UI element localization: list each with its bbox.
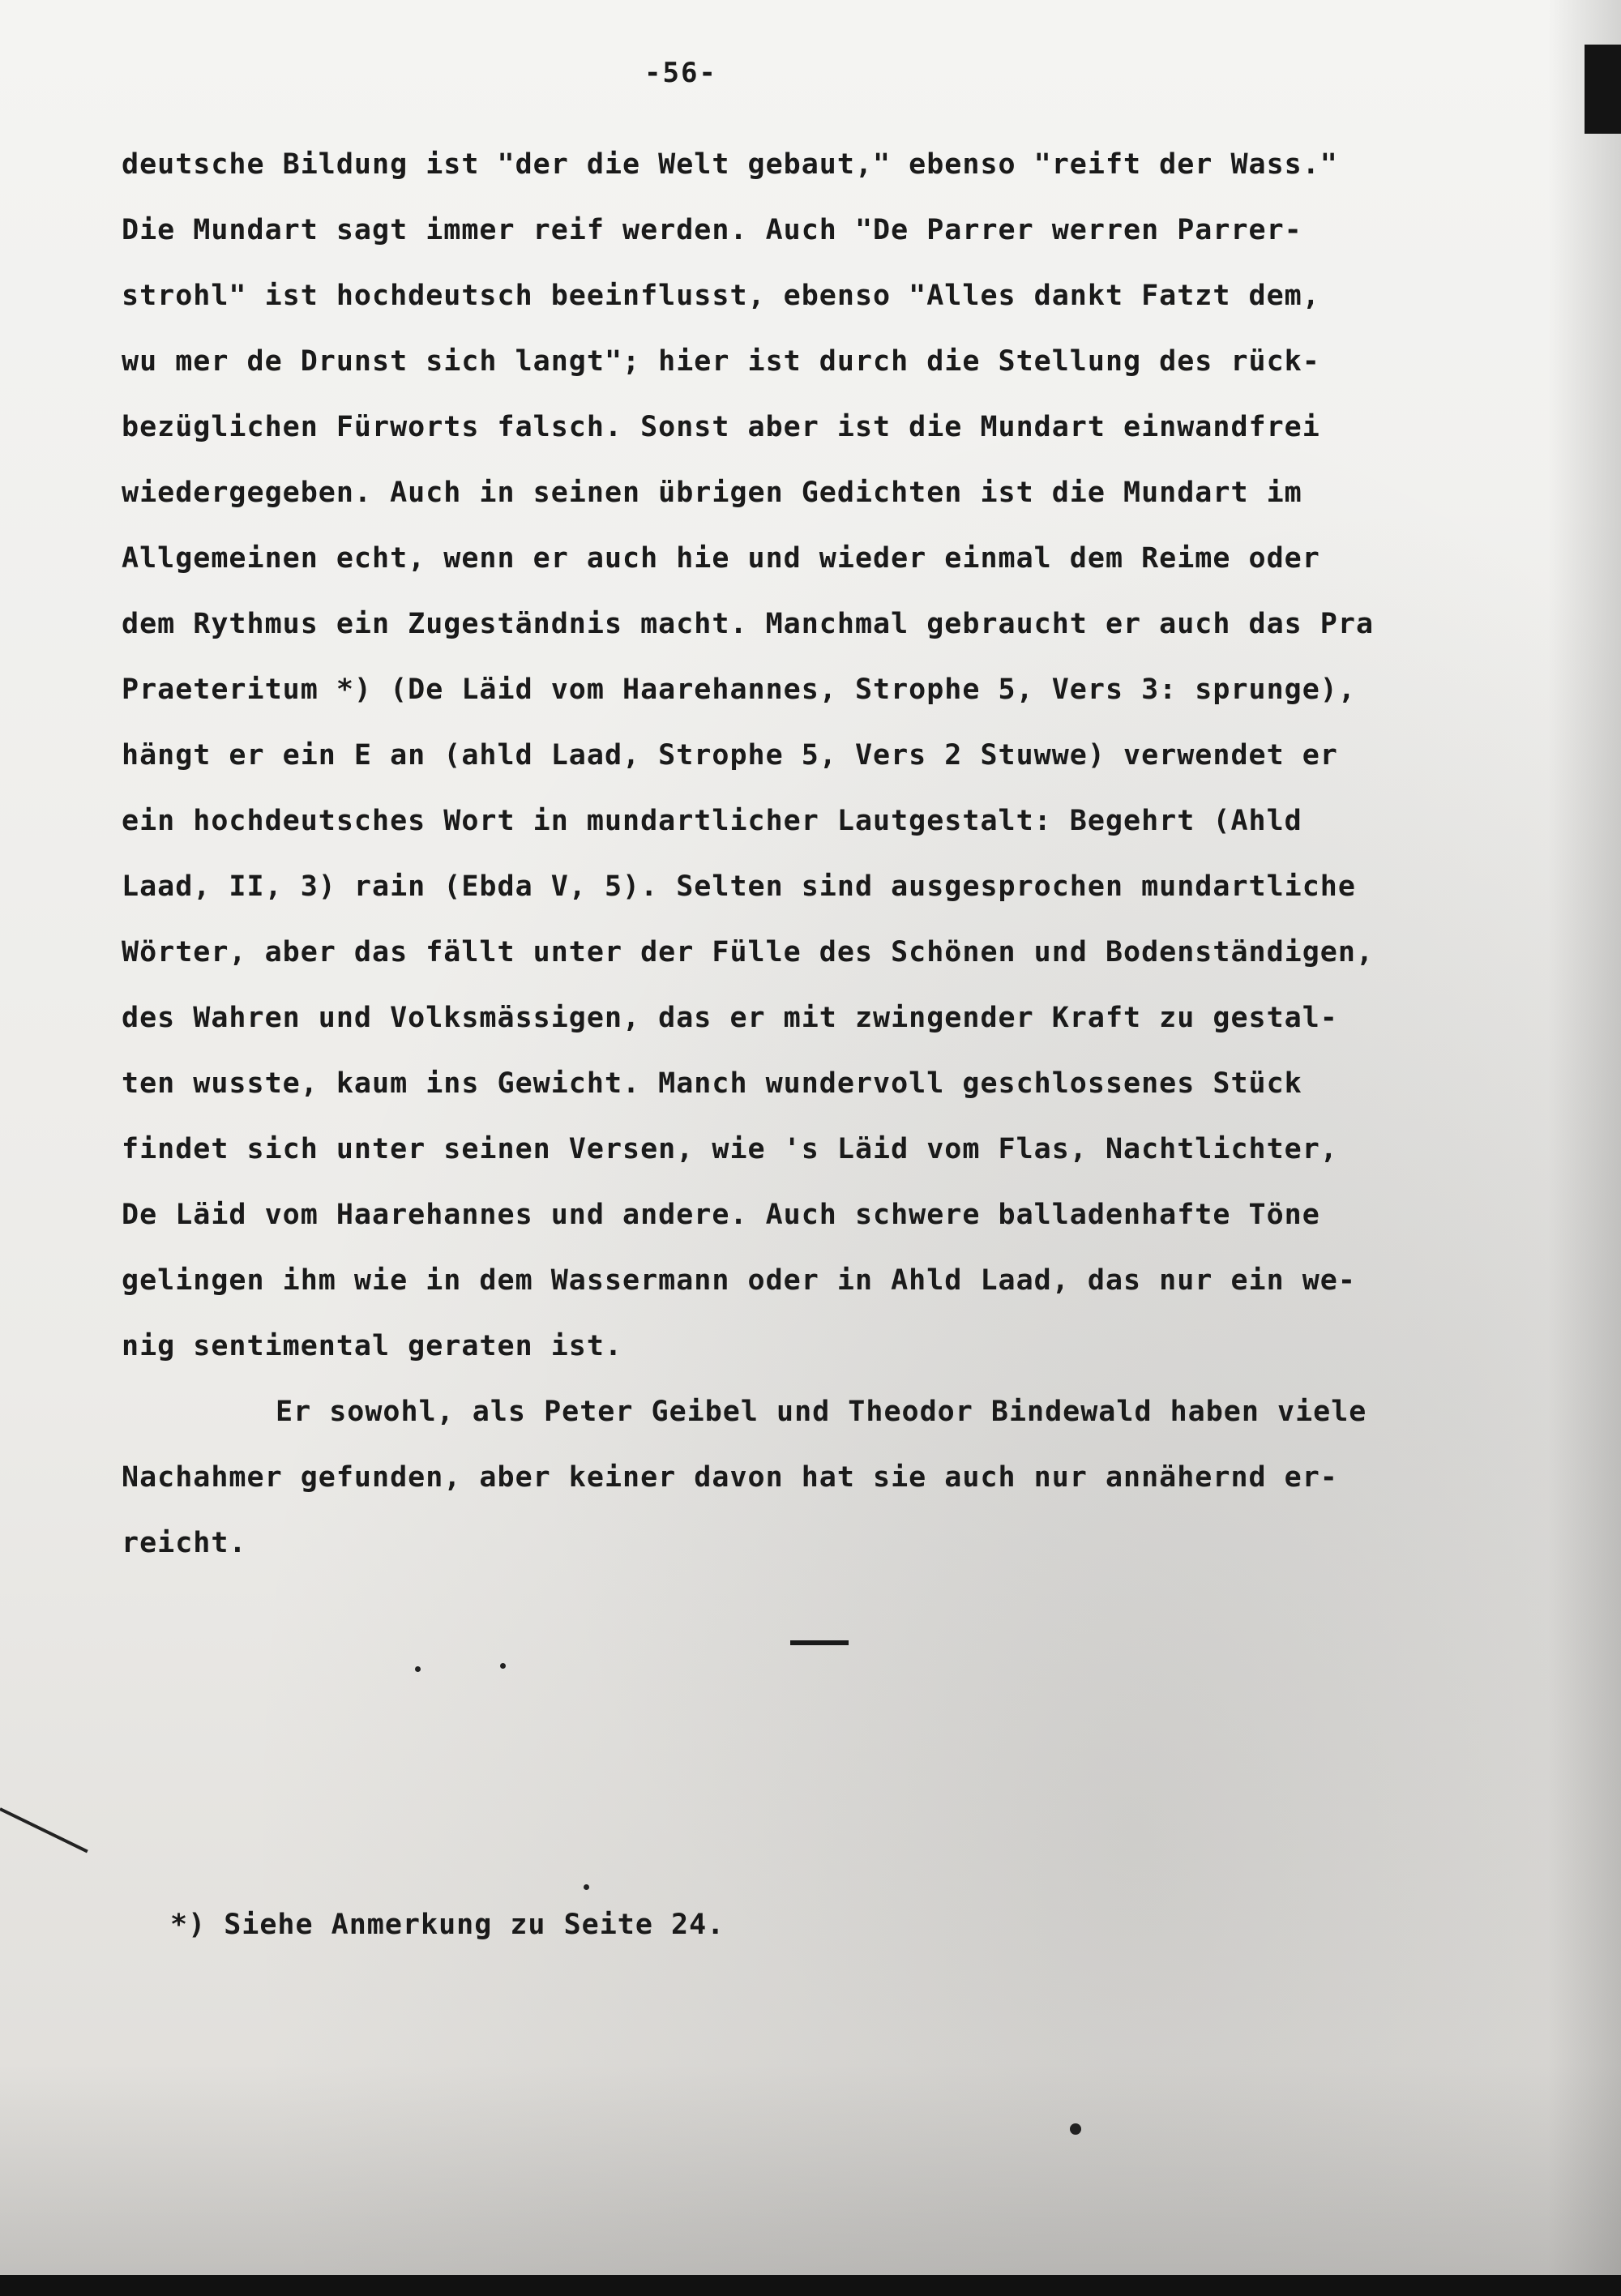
page-number: -56- (644, 57, 717, 89)
ink-speck (415, 1666, 421, 1672)
footnote: *) Siehe Anmerkung zu Seite 24. (170, 1909, 725, 1941)
text-line: bezüglichen Fürworts falsch. Sonst aber ist die Mundart einwandfrei (122, 411, 1320, 443)
paragraph-start-line: Er sowohl, als Peter Geibel und Theodor Bindewald haben viele (276, 1396, 1367, 1428)
body-text (122, 146, 1548, 1590)
ink-speck (584, 1884, 589, 1890)
text-line: strohl" ist hochdeutsch beeinflusst, ebenso "Alles dankt Fatzt dem, (122, 280, 1320, 312)
page-bottom-edge (0, 2275, 1621, 2296)
stray-pen-mark (0, 1807, 88, 1853)
section-separator (790, 1640, 849, 1645)
ink-speck (500, 1663, 506, 1669)
text-line: findet sich unter seinen Versen, wie 's Läid vom Flas, Nachtlichter, (122, 1133, 1338, 1165)
page-edge-tab (1585, 45, 1621, 134)
text-line: Wörter, aber das fällt unter der Fülle des Schönen und Bodenständigen, (122, 936, 1375, 968)
text-line: Die Mundart sagt immer reif werden. Auch "De Parrer werren Parrer- (122, 214, 1302, 246)
text-line: wiedergegeben. Auch in seinen übrigen Gedichten ist die Mundart im (122, 477, 1302, 509)
text-line: ein hochdeutsches Wort in mundartlicher Lautgestalt: Begehrt (Ahld (122, 805, 1302, 837)
page-stain (0, 2064, 1621, 2275)
text-line: gelingen ihm wie in dem Wassermann oder in Ahld Laad, das nur ein we- (122, 1264, 1356, 1297)
text-line: Nachahmer gefunden, aber keiner davon hat sie auch nur annähernd er- (122, 1461, 1338, 1494)
text-line: Praeteritum *) (De Läid vom Haarehannes, Strophe 5, Vers 3: sprunge), (122, 673, 1356, 706)
text-line: Allgemeinen echt, wenn er auch hie und wieder einmal dem Reime oder (122, 542, 1320, 575)
text-line: De Läid vom Haarehannes und andere. Auch schwere balladenhafte Töne (122, 1199, 1320, 1231)
text-line: Laad, II, 3) rain (Ebda V, 5). Selten sind ausgesprochen mundartliche (122, 870, 1356, 903)
text-line: wu mer de Drunst sich langt"; hier ist durch die Stellung des rück- (122, 345, 1320, 378)
ink-speck (1070, 2123, 1081, 2135)
text-line: deutsche Bildung ist "der die Welt gebaut," ebenso "reift der Wass." (122, 148, 1338, 181)
text-line: des Wahren und Volksmässigen, das er mit zwingender Kraft zu gestal- (122, 1002, 1338, 1034)
text-line: reicht. (122, 1527, 247, 1559)
text-line: dem Rythmus ein Zugeständnis macht. Manchmal gebraucht er auch das Pra (122, 608, 1375, 640)
text-line: nig sentimental geraten ist. (122, 1330, 623, 1362)
page-edge-shadow (1548, 0, 1621, 2296)
text-line: ten wusste, kaum ins Gewicht. Manch wundervoll geschlossenes Stück (122, 1067, 1302, 1100)
text-line: hängt er ein E an (ahld Laad, Strophe 5, Vers 2 Stuwwe) verwendet er (122, 739, 1338, 772)
